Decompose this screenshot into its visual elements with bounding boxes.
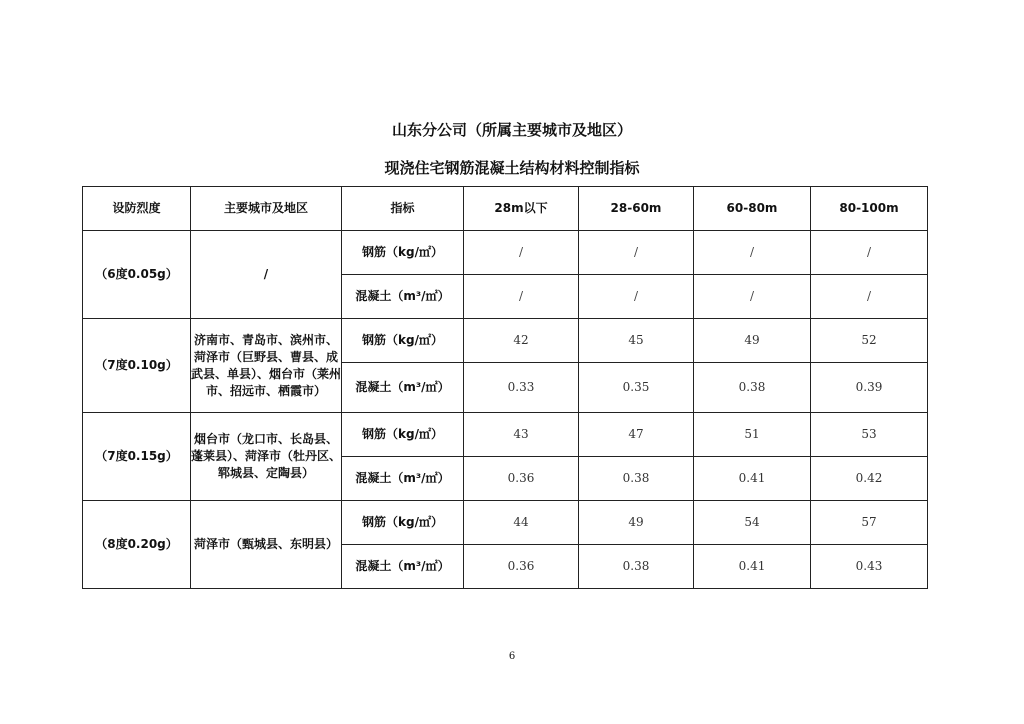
header-cell-height-80-100: 80-100m [811,187,928,231]
table-row [83,413,928,457]
header-cell-height-28-60: 28-60m [579,187,694,231]
value-cell: 0.36 [464,545,579,589]
value-cell: / [694,275,811,319]
value-cell: / [811,231,928,275]
indicator-cell: 混凝土（m³/㎡） [342,457,464,501]
value-cell: / [579,231,694,275]
value-cell: 0.35 [579,363,694,413]
value-cell: 43 [464,413,579,457]
region-cell: / [191,231,342,319]
value-cell: 0.33 [464,363,579,413]
value-cell: 54 [694,501,811,545]
header-cell-height-28: 28m以下 [464,187,579,231]
indicator-cell: 钢筋（kg/㎡） [342,319,464,363]
header-cell-height-60-80: 60-80m [694,187,811,231]
header-cell-region: 主要城市及地区 [191,187,342,231]
table-row [83,231,928,275]
value-cell: 0.42 [811,457,928,501]
material-control-table [82,186,928,589]
value-cell: 49 [694,319,811,363]
value-cell: 51 [694,413,811,457]
value-cell: 57 [811,501,928,545]
indicator-cell: 钢筋（kg/㎡） [342,231,464,275]
table-row [83,501,928,545]
table-row [83,319,928,363]
indicator-cell: 钢筋（kg/㎡） [342,413,464,457]
indicator-cell: 混凝土（m³/㎡） [342,275,464,319]
value-cell: / [694,231,811,275]
intensity-cell: （8度0.20g） [83,501,191,589]
indicator-cell: 钢筋（kg/㎡） [342,501,464,545]
value-cell: 0.38 [694,363,811,413]
value-cell: 45 [579,319,694,363]
header-cell-indicator: 指标 [342,187,464,231]
intensity-cell: （6度0.05g） [83,231,191,319]
page-number: 6 [508,651,516,662]
document-title: 山东分公司（所属主要城市及地区） [391,121,632,139]
value-cell: 42 [464,319,579,363]
value-cell: 0.39 [811,363,928,413]
header-row [83,187,928,231]
value-cell: 0.38 [579,457,694,501]
value-cell: 49 [579,501,694,545]
header-cell-intensity: 设防烈度 [83,187,191,231]
region-cell: 烟台市（龙口市、长岛县、蓬莱县）、菏泽市（牡丹区、郓城县、定陶县） [191,413,342,501]
value-cell: / [579,275,694,319]
value-cell: 52 [811,319,928,363]
value-cell: 0.41 [694,457,811,501]
region-cell: 菏泽市（甄城县、东明县） [191,501,342,589]
value-cell: 0.38 [579,545,694,589]
value-cell: / [811,275,928,319]
value-cell: / [464,275,579,319]
value-cell: 47 [579,413,694,457]
value-cell: 0.43 [811,545,928,589]
indicator-cell: 混凝土（m³/㎡） [342,545,464,589]
value-cell: 53 [811,413,928,457]
intensity-cell: （7度0.10g） [83,319,191,413]
intensity-cell: （7度0.15g） [83,413,191,501]
value-cell: 0.41 [694,545,811,589]
value-cell: / [464,231,579,275]
indicator-cell: 混凝土（m³/㎡） [342,363,464,413]
value-cell: 0.36 [464,457,579,501]
value-cell: 44 [464,501,579,545]
table-title: 现浇住宅钢筋混凝土结构材料控制指标 [384,159,640,177]
region-cell: 济南市、青岛市、滨州市、菏泽市（巨野县、曹县、成武县、单县）、烟台市（莱州市、招远市、栖霞市） [191,319,342,413]
